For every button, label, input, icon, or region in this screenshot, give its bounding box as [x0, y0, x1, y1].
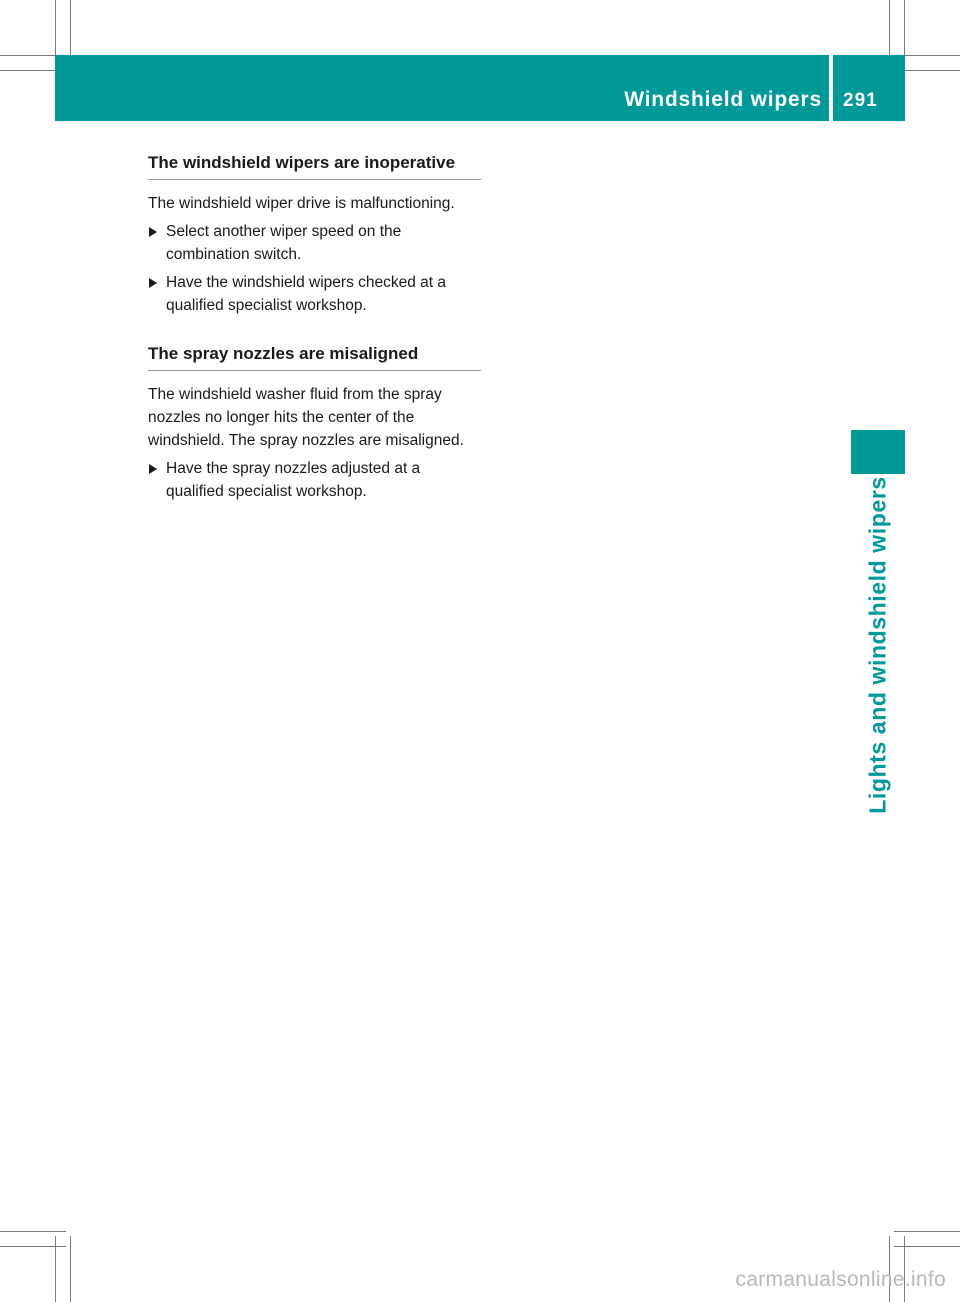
chapter-label: Lights and windshield wipers [864, 476, 891, 814]
chapter-tab [851, 430, 905, 474]
page-number: 291 [843, 90, 878, 111]
step-arrow-icon [149, 464, 157, 474]
watermark: carmanualsonline.info [735, 1268, 946, 1291]
content-column [148, 152, 481, 508]
crop-mark [0, 1246, 66, 1247]
step-text: Have the windshield wipers checked at a qualified specialist workshop. [166, 274, 447, 314]
step-arrow-icon [149, 278, 157, 288]
page-title: Windshield wipers [624, 88, 822, 111]
section-paragraph: The windshield wiper drive is malfunctioning. [148, 195, 455, 212]
step-text: Have the spray nozzles adjusted at a qualified specialist workshop. [166, 460, 421, 500]
instruction-step [148, 457, 481, 503]
crop-mark [70, 1236, 71, 1302]
header-divider [829, 55, 833, 121]
section-heading: The spray nozzles are misaligned [148, 343, 481, 371]
instruction-step [148, 220, 481, 266]
crop-mark [894, 1246, 960, 1247]
section-heading: The windshield wipers are inoperative [148, 152, 481, 180]
crop-mark [894, 1231, 960, 1232]
instruction-step [148, 271, 481, 317]
step-arrow-icon [149, 227, 157, 237]
section-paragraph: The windshield washer fluid from the spray nozzles no longer hits the center of the windshield. The spray nozzles are misaligned. [148, 386, 464, 449]
crop-mark [0, 1231, 66, 1232]
step-text: Select another wiper speed on the combination switch. [166, 223, 402, 263]
